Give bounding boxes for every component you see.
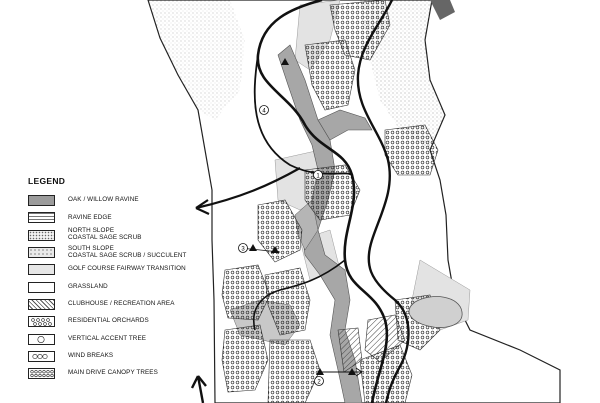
marker-4: [260, 106, 269, 115]
legend-item-vert: [28, 330, 208, 347]
legend-item-oak: [28, 192, 208, 209]
legend-label: SOUTH SLOPE COASTAL SAGE SCRUB / SUCCULENT: [68, 244, 187, 259]
legend-swatch-oak: [28, 195, 55, 206]
legend-swatch-orch: [28, 316, 55, 327]
svg-text:3: 3: [241, 246, 245, 253]
legend-swatch-edge: [28, 212, 55, 223]
legend-swatch-vert: [28, 334, 55, 345]
legend-swatch-wind: [28, 351, 55, 362]
legend-title: LEGEND: [28, 176, 66, 186]
marker-3: [239, 244, 248, 253]
svg-text:1: 1: [316, 173, 320, 180]
legend-item-south: [28, 244, 208, 261]
legend-item-canopy: [28, 365, 208, 382]
legend-item-orch: [28, 313, 208, 330]
legend-item-golf: [28, 261, 208, 278]
legend: [28, 176, 208, 382]
legend-item-grass: [28, 278, 208, 295]
legend-swatch-canopy: [28, 368, 55, 379]
legend-label: OAK / WILLOW RAVINE: [68, 196, 139, 204]
legend-label: CLUBHOUSE / RECREATION AREA: [68, 300, 175, 308]
svg-text:2: 2: [317, 379, 321, 386]
legend-label: RAVINE EDGE: [68, 213, 112, 221]
marker-1: [314, 171, 323, 180]
legend-item-wind: [28, 348, 208, 365]
legend-item-north: [28, 227, 208, 244]
legend-label: VERTICAL ACCENT TREE: [68, 334, 147, 342]
legend-item-edge: [28, 209, 208, 226]
legend-label: GRASSLAND: [68, 282, 108, 290]
legend-label: WIND BREAKS: [68, 351, 114, 359]
upper-right-dark-hill: [430, 0, 455, 20]
legend-swatch-grass: [28, 282, 55, 293]
legend-swatch-north: [28, 230, 55, 241]
legend-item-club: [28, 296, 208, 313]
svg-text:4: 4: [262, 108, 266, 115]
legend-label: RESIDENTIAL ORCHARDS: [68, 317, 149, 325]
legend-label: GOLF COURSE FAIRWAY TRANSITION: [68, 265, 186, 273]
legend-swatch-south: [28, 247, 55, 258]
marker-2: [315, 377, 324, 386]
legend-swatch-club: [28, 299, 55, 310]
legend-label: MAIN DRIVE CANOPY TREES: [68, 369, 158, 377]
legend-swatch-golf: [28, 264, 55, 275]
legend-label: NORTH SLOPE COASTAL SAGE SCRUB: [68, 227, 142, 242]
